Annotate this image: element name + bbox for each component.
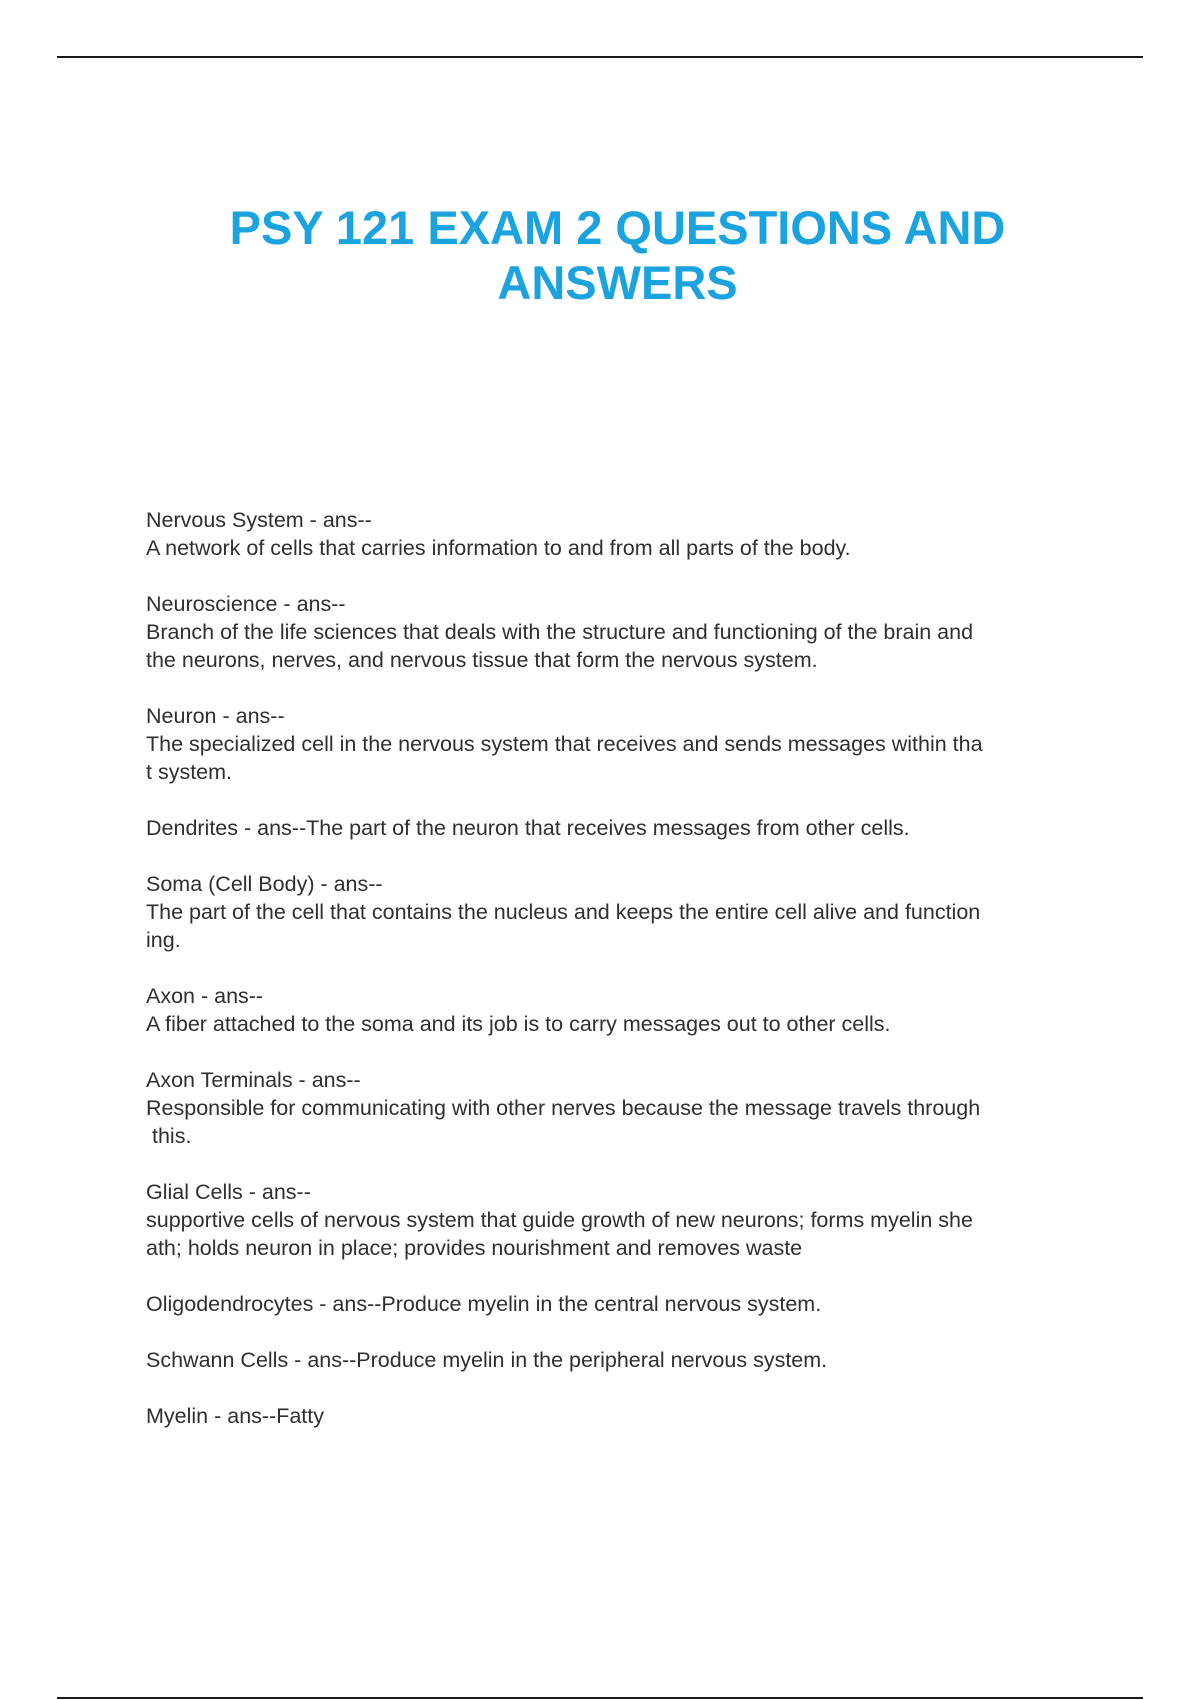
qa-term: Glial Cells - ans--: [146, 1180, 311, 1204]
qa-answer: The part of the neuron that receives messages from other cells.: [306, 816, 910, 840]
qa-answer: Branch of the life sciences that deals with the structure and functioning of the brain and the neurons, nerves, and nervous tissue that form the nervous system.: [146, 620, 974, 672]
qa-item: [146, 506, 1096, 562]
qa-term: Axon Terminals - ans--: [146, 1068, 361, 1092]
qa-answer: A fiber attached to the soma and its job is to carry messages out to other cells.: [146, 1012, 891, 1036]
qa-term: Neuron - ans--: [146, 704, 285, 728]
qa-answer: The part of the cell that contains the nucleus and keeps the entire cell alive and function ing.: [146, 900, 981, 952]
qa-term: Nervous System - ans--: [146, 508, 372, 532]
qa-list: [146, 506, 1096, 1458]
qa-answer: Responsible for communicating with other nerves because the message travels through this.: [146, 1096, 981, 1148]
qa-item: [146, 702, 1096, 786]
bottom-divider: [57, 1697, 1143, 1699]
qa-item: [146, 1178, 1096, 1262]
qa-answer: A network of cells that carries information to and from all parts of the body.: [146, 536, 851, 560]
qa-term: Dendrites - ans--: [146, 816, 307, 840]
document-title: PSY 121 EXAM 2 QUESTIONS AND ANSWERS: [229, 201, 1006, 309]
qa-item: [146, 982, 1096, 1038]
qa-answer: Produce myelin in the central nervous system.: [381, 1292, 822, 1316]
qa-answer: The specialized cell in the nervous system that receives and sends messages within tha t system.: [146, 732, 983, 784]
qa-item: [146, 870, 1096, 954]
qa-item: [146, 814, 1096, 842]
qa-answer: supportive cells of nervous system that guide growth of new neurons; forms myelin she ath; holds neuron in place; provides nourishment and removes waste: [146, 1208, 973, 1260]
qa-term: Oligodendrocytes - ans--: [146, 1292, 382, 1316]
top-divider: [57, 56, 1143, 58]
qa-item: [146, 590, 1096, 674]
qa-term: Axon - ans--: [146, 984, 264, 1008]
qa-item: [146, 1290, 1096, 1318]
qa-answer: Produce myelin in the peripheral nervous system.: [356, 1348, 828, 1372]
qa-item: [146, 1066, 1096, 1150]
qa-item: [146, 1346, 1096, 1374]
qa-item: [146, 1402, 1096, 1430]
qa-answer: Fatty: [276, 1404, 325, 1428]
qa-term: Myelin - ans--: [146, 1404, 277, 1428]
qa-term: Schwann Cells - ans--: [146, 1348, 357, 1372]
qa-term: Neuroscience - ans--: [146, 592, 346, 616]
qa-term: Soma (Cell Body) - ans--: [146, 872, 383, 896]
